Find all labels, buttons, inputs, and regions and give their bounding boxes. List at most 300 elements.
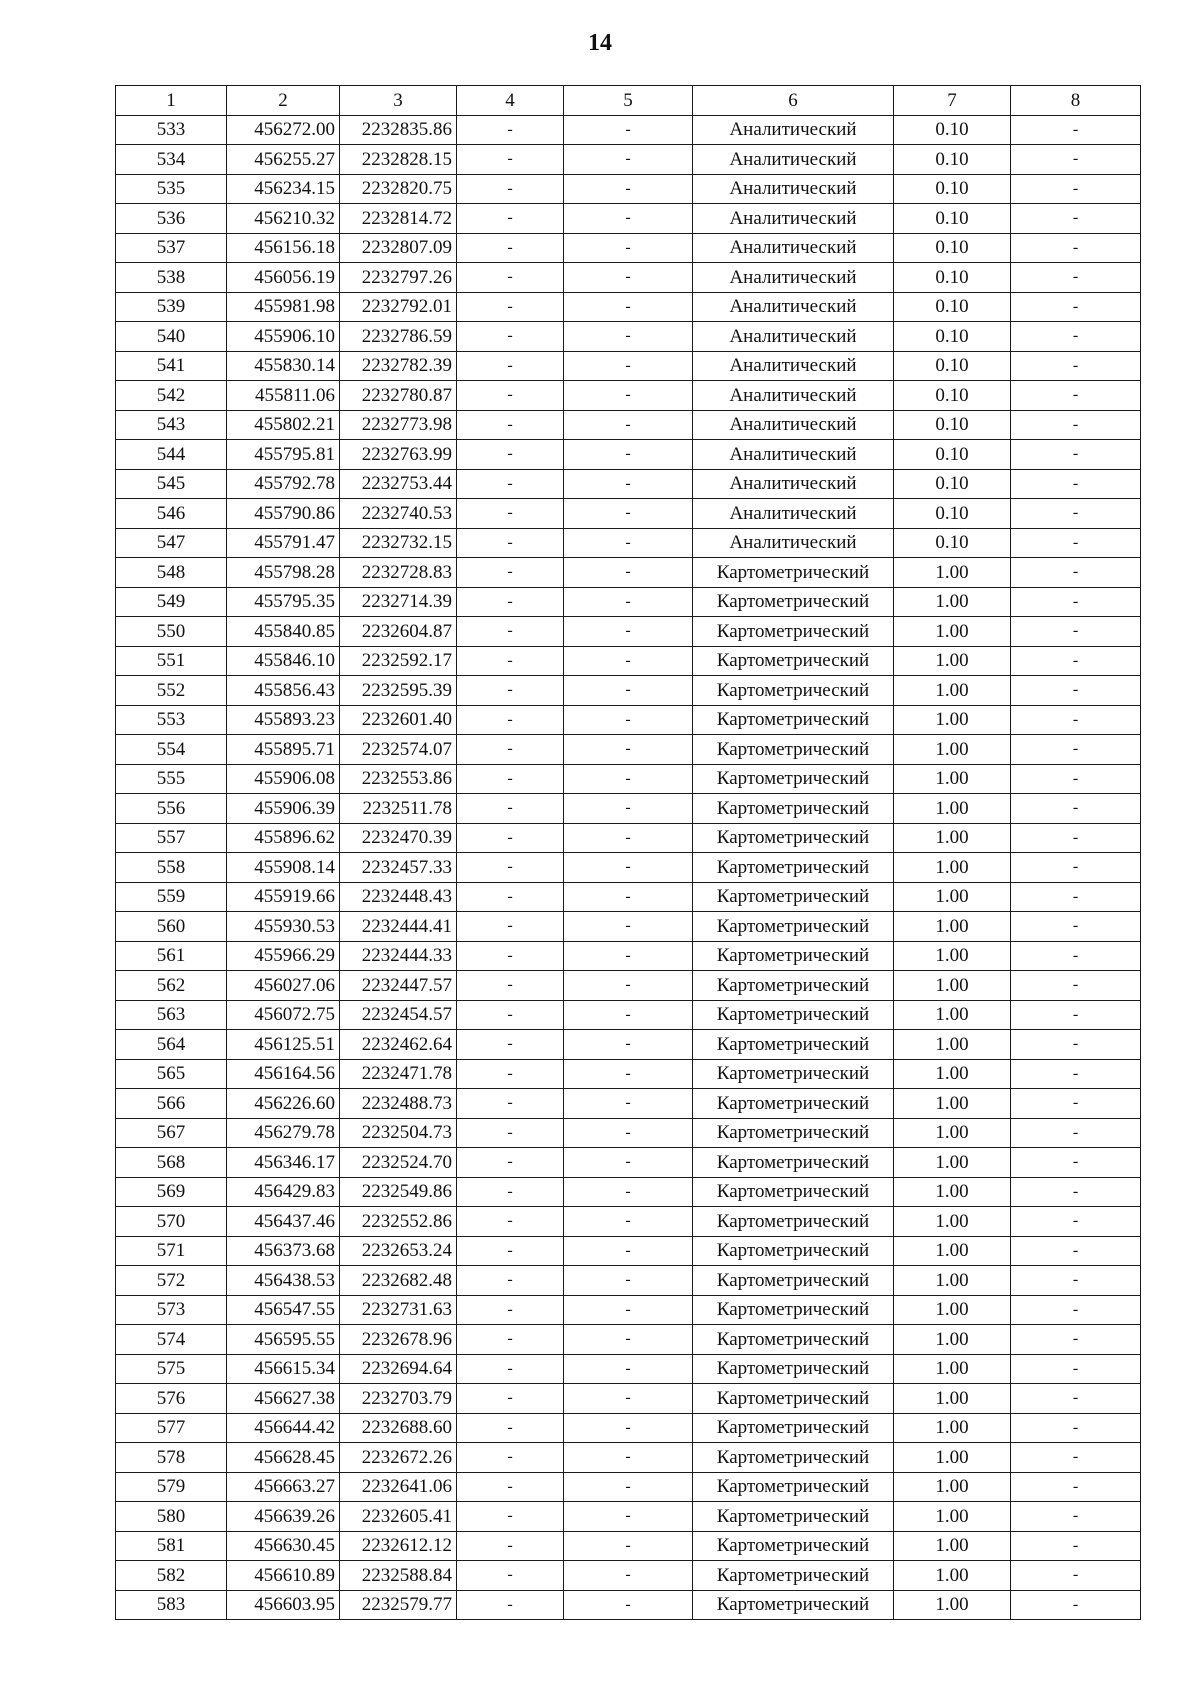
x-coordinate-cell: 455811.06 [227,381,340,411]
accuracy-cell: 0.10 [894,528,1011,558]
method-cell: Картометрический [693,764,894,794]
column-4-cell: - [457,558,564,588]
column-8-cell: - [1011,174,1141,204]
column-4-cell: - [457,1030,564,1060]
y-coordinate-cell: 2232753.44 [340,469,457,499]
accuracy-cell: 1.00 [894,1502,1011,1532]
table-row [116,263,1141,293]
method-cell: Картометрический [693,1207,894,1237]
accuracy-cell: 0.10 [894,499,1011,529]
y-coordinate-cell: 2232682.48 [340,1266,457,1296]
column-4-cell: - [457,499,564,529]
y-coordinate-cell: 2232835.86 [340,115,457,145]
column-5-cell: - [564,204,693,234]
column-8-cell: - [1011,1148,1141,1178]
y-coordinate-cell: 2232782.39 [340,351,457,381]
column-5-cell: - [564,1472,693,1502]
accuracy-cell: 1.00 [894,646,1011,676]
accuracy-cell: 1.00 [894,794,1011,824]
column-4-cell: - [457,204,564,234]
method-cell: Картометрический [693,676,894,706]
column-8-cell: - [1011,1295,1141,1325]
y-coordinate-cell: 2232780.87 [340,381,457,411]
x-coordinate-cell: 456226.60 [227,1089,340,1119]
method-cell: Картометрический [693,587,894,617]
point-number-cell: 538 [116,263,227,293]
point-number-cell: 571 [116,1236,227,1266]
accuracy-cell: 1.00 [894,941,1011,971]
column-8-cell: - [1011,1236,1141,1266]
point-number-cell: 544 [116,440,227,470]
column-5-cell: - [564,1030,693,1060]
method-cell: Картометрический [693,1030,894,1060]
column-4-cell: - [457,646,564,676]
accuracy-cell: 1.00 [894,912,1011,942]
x-coordinate-cell: 456027.06 [227,971,340,1001]
column-5-cell: - [564,912,693,942]
accuracy-cell: 1.00 [894,1030,1011,1060]
x-coordinate-cell: 455895.71 [227,735,340,765]
column-8-cell: - [1011,145,1141,175]
column-8-cell: - [1011,1089,1141,1119]
column-5-cell: - [564,1502,693,1532]
point-number-cell: 574 [116,1325,227,1355]
table-row [116,971,1141,1001]
point-number-cell: 564 [116,1030,227,1060]
method-cell: Картометрический [693,617,894,647]
y-coordinate-cell: 2232763.99 [340,440,457,470]
method-cell: Аналитический [693,322,894,352]
point-number-cell: 546 [116,499,227,529]
point-number-cell: 550 [116,617,227,647]
x-coordinate-cell: 456164.56 [227,1059,340,1089]
table-row [116,322,1141,352]
accuracy-cell: 0.10 [894,322,1011,352]
column-4-cell: - [457,115,564,145]
page-number: 14 [588,30,612,56]
method-cell: Аналитический [693,469,894,499]
y-coordinate-cell: 2232553.86 [340,764,457,794]
table-row [116,1118,1141,1148]
table-row [116,853,1141,883]
accuracy-cell: 0.10 [894,233,1011,263]
x-coordinate-cell: 455802.21 [227,410,340,440]
point-number-cell: 566 [116,1089,227,1119]
point-number-cell: 581 [116,1531,227,1561]
method-cell: Картометрический [693,1266,894,1296]
column-5-cell: - [564,233,693,263]
column-5-cell: - [564,735,693,765]
table-row [116,381,1141,411]
x-coordinate-cell: 456156.18 [227,233,340,263]
x-coordinate-cell: 455919.66 [227,882,340,912]
point-number-cell: 557 [116,823,227,853]
method-cell: Картометрический [693,705,894,735]
accuracy-cell: 1.00 [894,971,1011,1001]
column-4-cell: - [457,1295,564,1325]
column-4-cell: - [457,469,564,499]
y-coordinate-cell: 2232653.24 [340,1236,457,1266]
table-row [116,351,1141,381]
x-coordinate-cell: 455795.35 [227,587,340,617]
method-cell: Картометрический [693,941,894,971]
column-4-cell: - [457,823,564,853]
column-5-cell: - [564,1443,693,1473]
x-coordinate-cell: 455981.98 [227,292,340,322]
column-8-cell: - [1011,1443,1141,1473]
accuracy-cell: 1.00 [894,853,1011,883]
point-number-cell: 541 [116,351,227,381]
point-number-cell: 573 [116,1295,227,1325]
y-coordinate-cell: 2232471.78 [340,1059,457,1089]
column-4-cell: - [457,705,564,735]
accuracy-cell: 1.00 [894,1000,1011,1030]
x-coordinate-cell: 455930.53 [227,912,340,942]
x-coordinate-cell: 456630.45 [227,1531,340,1561]
column-5-cell: - [564,1148,693,1178]
table-row [116,1207,1141,1237]
column-4-cell: - [457,1207,564,1237]
point-number-cell: 567 [116,1118,227,1148]
column-8-cell: - [1011,617,1141,647]
method-cell: Картометрический [693,1325,894,1355]
accuracy-cell: 1.00 [894,1148,1011,1178]
table-row [116,528,1141,558]
accuracy-cell: 0.10 [894,469,1011,499]
y-coordinate-cell: 2232504.73 [340,1118,457,1148]
column-8-cell: - [1011,853,1141,883]
method-cell: Картометрический [693,1502,894,1532]
column-8-cell: - [1011,263,1141,293]
column-4-cell: - [457,1118,564,1148]
column-5-cell: - [564,617,693,647]
column-8-cell: - [1011,381,1141,411]
y-coordinate-cell: 2232448.43 [340,882,457,912]
column-5-cell: - [564,1266,693,1296]
method-cell: Картометрический [693,1177,894,1207]
accuracy-cell: 1.00 [894,735,1011,765]
point-number-cell: 577 [116,1413,227,1443]
column-8-cell: - [1011,794,1141,824]
column-8-cell: - [1011,823,1141,853]
y-coordinate-cell: 2232579.77 [340,1590,457,1620]
table-row [116,1089,1141,1119]
column-4-cell: - [457,882,564,912]
y-coordinate-cell: 2232457.33 [340,853,457,883]
column-5-cell: - [564,1236,693,1266]
column-8-cell: - [1011,499,1141,529]
point-number-cell: 535 [116,174,227,204]
table-row [116,1236,1141,1266]
table-row [116,1502,1141,1532]
x-coordinate-cell: 456595.55 [227,1325,340,1355]
column-4-cell: - [457,145,564,175]
column-5-cell: - [564,676,693,706]
table-row [116,1030,1141,1060]
column-5-cell: - [564,1207,693,1237]
point-number-cell: 576 [116,1384,227,1414]
method-cell: Картометрический [693,1384,894,1414]
column-8-cell: - [1011,1325,1141,1355]
method-cell: Аналитический [693,440,894,470]
column-5-cell: - [564,587,693,617]
table-row [116,1531,1141,1561]
point-number-cell: 559 [116,882,227,912]
table-row [116,115,1141,145]
method-cell: Картометрический [693,853,894,883]
column-5-cell: - [564,292,693,322]
y-coordinate-cell: 2232703.79 [340,1384,457,1414]
x-coordinate-cell: 455908.14 [227,853,340,883]
column-8-cell: - [1011,233,1141,263]
method-cell: Картометрический [693,1148,894,1178]
table-row [116,204,1141,234]
point-number-cell: 542 [116,381,227,411]
accuracy-cell: 1.00 [894,764,1011,794]
accuracy-cell: 1.00 [894,1177,1011,1207]
point-number-cell: 552 [116,676,227,706]
column-8-cell: - [1011,1384,1141,1414]
accuracy-cell: 1.00 [894,1325,1011,1355]
method-cell: Аналитический [693,204,894,234]
column-8-cell: - [1011,1590,1141,1620]
accuracy-cell: 1.00 [894,705,1011,735]
column-5-cell: - [564,469,693,499]
table-row [116,1590,1141,1620]
y-coordinate-cell: 2232797.26 [340,263,457,293]
column-4-cell: - [457,1561,564,1591]
y-coordinate-cell: 2232732.15 [340,528,457,558]
table-row [116,469,1141,499]
accuracy-cell: 0.10 [894,351,1011,381]
method-cell: Аналитический [693,145,894,175]
column-4-cell: - [457,410,564,440]
column-8-cell: - [1011,735,1141,765]
accuracy-cell: 0.10 [894,145,1011,175]
column-4-cell: - [457,528,564,558]
point-number-cell: 534 [116,145,227,175]
y-coordinate-cell: 2232731.63 [340,1295,457,1325]
point-number-cell: 551 [116,646,227,676]
table-row [116,1443,1141,1473]
column-5-cell: - [564,351,693,381]
table-row [116,676,1141,706]
accuracy-cell: 1.00 [894,1472,1011,1502]
y-coordinate-cell: 2232820.75 [340,174,457,204]
y-coordinate-cell: 2232740.53 [340,499,457,529]
y-coordinate-cell: 2232814.72 [340,204,457,234]
y-coordinate-cell: 2232688.60 [340,1413,457,1443]
table-row [116,1413,1141,1443]
point-number-cell: 583 [116,1590,227,1620]
method-cell: Картометрический [693,1118,894,1148]
method-cell: Картометрический [693,1295,894,1325]
column-4-cell: - [457,263,564,293]
column-4-cell: - [457,1472,564,1502]
column-4-cell: - [457,794,564,824]
column-8-cell: - [1011,1000,1141,1030]
column-5-cell: - [564,499,693,529]
column-8-cell: - [1011,646,1141,676]
column-header-1: 1 [116,86,227,116]
column-5-cell: - [564,115,693,145]
y-coordinate-cell: 2232470.39 [340,823,457,853]
column-8-cell: - [1011,440,1141,470]
point-number-cell: 548 [116,558,227,588]
accuracy-cell: 1.00 [894,1207,1011,1237]
column-8-cell: - [1011,1531,1141,1561]
table-header-row [116,86,1141,116]
column-8-cell: - [1011,351,1141,381]
column-8-cell: - [1011,322,1141,352]
accuracy-cell: 1.00 [894,1236,1011,1266]
column-4-cell: - [457,1413,564,1443]
point-number-cell: 537 [116,233,227,263]
method-cell: Аналитический [693,292,894,322]
method-cell: Картометрический [693,1236,894,1266]
column-8-cell: - [1011,558,1141,588]
accuracy-cell: 1.00 [894,676,1011,706]
point-number-cell: 555 [116,764,227,794]
coordinates-table [115,85,1141,1620]
x-coordinate-cell: 455906.08 [227,764,340,794]
method-cell: Картометрический [693,735,894,765]
y-coordinate-cell: 2232549.86 [340,1177,457,1207]
table-row [116,233,1141,263]
accuracy-cell: 1.00 [894,1059,1011,1089]
column-8-cell: - [1011,587,1141,617]
method-cell: Картометрический [693,882,894,912]
x-coordinate-cell: 456373.68 [227,1236,340,1266]
accuracy-cell: 1.00 [894,1118,1011,1148]
table-row [116,1266,1141,1296]
column-5-cell: - [564,764,693,794]
method-cell: Картометрический [693,1472,894,1502]
x-coordinate-cell: 456547.55 [227,1295,340,1325]
point-number-cell: 554 [116,735,227,765]
method-cell: Картометрический [693,1089,894,1119]
y-coordinate-cell: 2232454.57 [340,1000,457,1030]
column-8-cell: - [1011,115,1141,145]
x-coordinate-cell: 455893.23 [227,705,340,735]
accuracy-cell: 1.00 [894,558,1011,588]
column-5-cell: - [564,971,693,1001]
point-number-cell: 578 [116,1443,227,1473]
column-4-cell: - [457,764,564,794]
column-4-cell: - [457,735,564,765]
x-coordinate-cell: 455792.78 [227,469,340,499]
x-coordinate-cell: 456663.27 [227,1472,340,1502]
y-coordinate-cell: 2232786.59 [340,322,457,352]
table-row [116,735,1141,765]
table-row [116,1177,1141,1207]
accuracy-cell: 1.00 [894,1089,1011,1119]
column-5-cell: - [564,381,693,411]
column-5-cell: - [564,646,693,676]
column-4-cell: - [457,322,564,352]
column-5-cell: - [564,528,693,558]
point-number-cell: 556 [116,794,227,824]
table-row [116,705,1141,735]
column-4-cell: - [457,941,564,971]
column-8-cell: - [1011,941,1141,971]
method-cell: Картометрический [693,823,894,853]
column-4-cell: - [457,912,564,942]
column-4-cell: - [457,1059,564,1089]
table-body [116,115,1141,1620]
column-8-cell: - [1011,882,1141,912]
column-8-cell: - [1011,1354,1141,1384]
column-5-cell: - [564,1531,693,1561]
method-cell: Картометрический [693,1413,894,1443]
column-5-cell: - [564,1295,693,1325]
column-header-7: 7 [894,86,1011,116]
x-coordinate-cell: 455856.43 [227,676,340,706]
y-coordinate-cell: 2232552.86 [340,1207,457,1237]
y-coordinate-cell: 2232672.26 [340,1443,457,1473]
column-5-cell: - [564,1000,693,1030]
column-5-cell: - [564,1118,693,1148]
point-number-cell: 536 [116,204,227,234]
column-8-cell: - [1011,1472,1141,1502]
accuracy-cell: 1.00 [894,1354,1011,1384]
column-5-cell: - [564,1384,693,1414]
accuracy-cell: 0.10 [894,174,1011,204]
x-coordinate-cell: 456072.75 [227,1000,340,1030]
x-coordinate-cell: 455840.85 [227,617,340,647]
accuracy-cell: 1.00 [894,1413,1011,1443]
table-row [116,558,1141,588]
x-coordinate-cell: 456610.89 [227,1561,340,1591]
column-5-cell: - [564,1354,693,1384]
x-coordinate-cell: 455966.29 [227,941,340,971]
column-5-cell: - [564,145,693,175]
column-8-cell: - [1011,292,1141,322]
point-number-cell: 569 [116,1177,227,1207]
method-cell: Аналитический [693,499,894,529]
x-coordinate-cell: 456644.42 [227,1413,340,1443]
accuracy-cell: 1.00 [894,1384,1011,1414]
column-4-cell: - [457,617,564,647]
accuracy-cell: 1.00 [894,1590,1011,1620]
y-coordinate-cell: 2232828.15 [340,145,457,175]
column-4-cell: - [457,1354,564,1384]
column-5-cell: - [564,263,693,293]
y-coordinate-cell: 2232592.17 [340,646,457,676]
column-8-cell: - [1011,705,1141,735]
point-number-cell: 543 [116,410,227,440]
method-cell: Аналитический [693,115,894,145]
column-8-cell: - [1011,1030,1141,1060]
column-8-cell: - [1011,1413,1141,1443]
method-cell: Аналитический [693,174,894,204]
column-8-cell: - [1011,469,1141,499]
point-number-cell: 570 [116,1207,227,1237]
y-coordinate-cell: 2232612.12 [340,1531,457,1561]
column-4-cell: - [457,1325,564,1355]
y-coordinate-cell: 2232604.87 [340,617,457,647]
column-4-cell: - [457,1502,564,1532]
point-number-cell: 545 [116,469,227,499]
column-4-cell: - [457,174,564,204]
column-5-cell: - [564,1059,693,1089]
table-row [116,617,1141,647]
column-5-cell: - [564,1089,693,1119]
method-cell: Картометрический [693,912,894,942]
x-coordinate-cell: 456346.17 [227,1148,340,1178]
column-4-cell: - [457,1531,564,1561]
column-8-cell: - [1011,912,1141,942]
